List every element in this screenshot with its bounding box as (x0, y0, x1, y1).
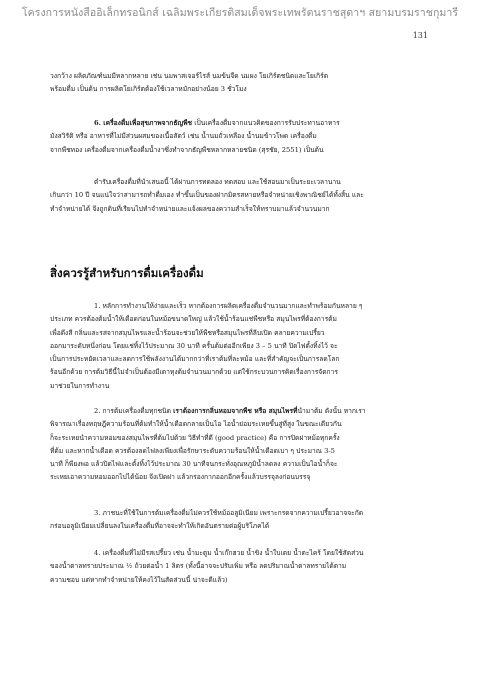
section-heading: สิ่งควรรู้สำหรับการดื่มเครื่องดื่ม (50, 266, 204, 280)
paragraph-grain-drinks (50, 117, 445, 157)
text-line: ก็จะระเหยนำความหอมของสมุนไพรที่ต้มไปด้วย วิธีทำที่ดี (good practice) คือ การปิดฝาหม้อทุกครั้ง (50, 433, 340, 442)
text-line: มังสวิรัติ หรือ อาหารที่ไม่มีส่วนผสมของเนื้อสัตว์ เช่น น้ำนมถั่วเหลือง น้ำนมข้าวโพด เครื่องดื่ม (50, 132, 317, 141)
paragraph-item-2 (50, 405, 445, 485)
running-header: โครงการหนังสืออิเล็กทรอนิกส์ เฉลิมพระเกียรติสมเด็จพระเทพรัตนราชสุดาฯ สยามบรมราชกุมารี (21, 7, 459, 19)
text-line: เพื่อดึงสี กลิ่นและรสจากสมุนไพรและน้ำร้อนจะช่วยให้พืชหรือสมุนไพรที่ลีบเปิด คลายความเปรี้ยว (50, 328, 325, 337)
text-line: ร้อนอีกด้วย การต้มวิธีนี้ไม่จำเป็นต้องมีเตาหุงต้มจำนวนมากด้วย แต่ใช้กระบวนการคิดเรื่องการจัดการ (50, 368, 338, 377)
text-line: มาช่วยในการทำงาน (50, 381, 110, 390)
text-line: 3. ภาชนะที่ใช้ในการต้มเครื่องดื่มไม่ควรใช้หม้ออลูมิเนียม เพราะกรดจากความเปรี้ยวอาจจะกัด (94, 509, 364, 517)
item-text: เป็นเครื่องดื่มจากแนวคิดของการรับประทานอาหาร (192, 119, 340, 127)
text-line (50, 117, 445, 130)
text-line: เป็นการประหยัดเวลาและลดการใช้พลังงานได้มากกว่าที่เราต้มที่ละหม้อ และที่สำคัญจะเป็นการลดโลก (50, 355, 340, 364)
text-line: ออกมาระดับหนึ่งก่อน โดยแช่ทิ้งไว้ประมาณ 30 นาที ครั้นต้มต่ออีกเพียง 3 – 5 นาที ปิดไฟตั้งทิ้งไว้ จะ (50, 341, 338, 350)
paragraph-milk-products (50, 70, 445, 97)
text-line: 1. หลักการทำงานให้ง่ายและเร็ว หากต้องการผลิตเครื่องดื่มจำนวนมากและทำพร้อมกันหลาย ๆ (94, 302, 363, 310)
text-line: 4. เครื่องดื่มที่ไม่มีรสเปรี้ยว เช่น น้ำมะตูม น้ำเก๊กฮวย น้ำขิง น้ำใบเตย น้ำตะไคร้ โดยใช้สัดส่วน (94, 549, 364, 557)
paragraph-item-4 (50, 547, 445, 587)
paragraph-item-1 (50, 300, 445, 393)
text-line: ระเหยเอาความหอมออกไปได้น้อย จึงเปิดฝา แล้วกรองกากออกอีกครั้งแล้วบรรจุลงก่อนบรรจุ (50, 473, 311, 482)
text-line: พิจารณาเรื่องทฤษฎีความร้อนที่ต้มทำให้น้ำเดือดกลายเป็นไอ ไอน้ำย่อมระเหยขึ้นสู่ที่สูง ในขณะเดียวกัน (50, 420, 342, 429)
text-line: ที่ต้ม และหากน้ำเดือด ควรต้องลดไฟลงเพียงเพื่อรักษาระดับความร้อนให้น้ำเดือดเบา ๆ ประมาณ 3-5 (50, 446, 335, 455)
text-line: ทำจำหน่ายได้ จึงถูกดินที่เรียนไปทำจำหน่ายและแจ้งผลของความสำเร็จให้ทราบมาแล้วจำนวนมาก (50, 204, 330, 213)
text-line: ความชอบ แต่หากทำจำหน่ายให้คงไว้ในสัดส่วนนี้ น่าจะดีแล้ว) (50, 575, 228, 584)
text-line: ของน้ำตาลทรายประมาณ ½ ถ้วยต่อน้ำ 1 ลิตร (ทั้งนี้อาจจะปรับเพิ่ม หรือ ลดปริมาณน้ำตาลทรายได้ตาม (50, 562, 347, 571)
item-lead: 2. การต้มเครื่องดื่มทุกชนิด (94, 407, 174, 415)
paragraph-item-3 (50, 507, 445, 534)
text-line: ประเภท ควรต้องต้มน้ำให้เดือดก่อนในหม้อขนาดใหญ่ แล้วใช้น้ำร้อนแช่พืชหรือ สมุนไพรที่ต้องการต้ม (50, 315, 337, 324)
item-lead: 6. เครื่องดื่มเพื่อสุขภาพจากธัญพืช (94, 119, 193, 127)
text-line: วงกว้าง ผลิตภัณฑ์นมมีหลากหลาย เช่น นมพาสเจอร์ไรส์ นมข้นจืด นมผง โยเกิร์ตชนิดและโยเกิร์ต (50, 72, 329, 80)
text-line: พร้อมดื่ม เป็นต้น การผลิตโยเกิร์ตต้องใช้เวลาหมักอย่างน้อย 3 ชั่วโมง (50, 85, 247, 94)
page-number: 131 (412, 31, 428, 40)
item-text: นำมาต้ม ดังนั้น หากเรา (297, 407, 366, 415)
item-emphasis: เราต้องการกลิ่นหอมจากพืช หรือ สมุนไพรที่ (173, 407, 298, 415)
text-line: กร่อนอลูมิเนียมเปลี่ยนลงในเครื่องดื่มที่อาจจะทำให้เกิดอันตรายต่อผู้บริโภคได้ (50, 522, 270, 531)
text-line: จากพืชทอง เครื่องดื่มจากเครื่องดื่มน้ำงาซึ่งทำจากธัญพืชหลากหลายชนิด (สุรชัย, 2551) เป็นต้น (50, 145, 324, 154)
text-line: ตำรับเครื่องดื่มที่นำเสนอนี้ ได้ผ่านการทดลอง ทดสอบ และใช้สอนมาเป็นระยะเวลานาน (94, 178, 341, 186)
text-line: นาที ก็พียงพอ แล้วปิดไฟและตั้งทิ้งไว้ประมาณ 30 นาทีจนกระทั่งอุณหภูมิน้ำลดลง ความเป็นไอน้ำก็จะ (50, 460, 338, 469)
text-line (50, 405, 445, 418)
text-line: เกินกว่า 10 ปี จนแน่ใจว่าสามารถทำดื่มเอง ทำขึ้นเป็นของฝากมิตรสหายหรือจำหน่ายเชิงพาณิชย์ได้ทั้งสิ้น และ (50, 191, 364, 200)
paragraph-recipe-note (50, 176, 445, 216)
